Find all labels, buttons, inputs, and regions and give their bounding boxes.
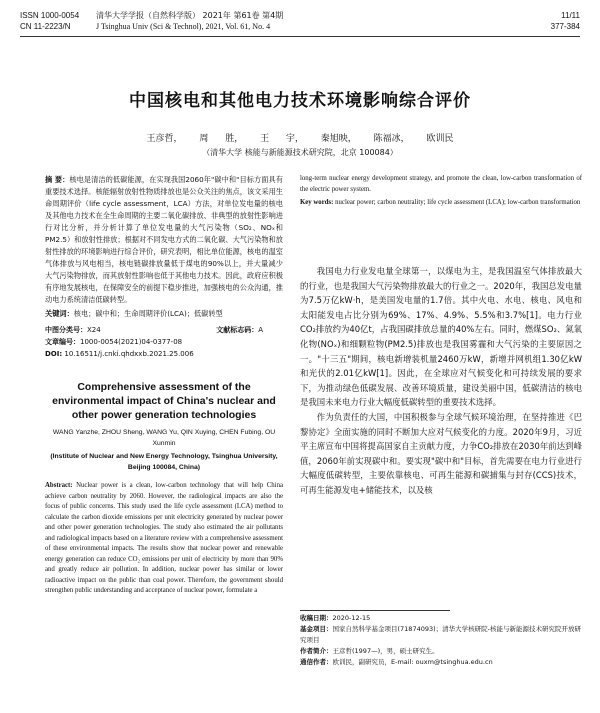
author-list: 王彦哲， 周 胜， 王 宇， 秦旭映， 陈福冰， 欧训民 [146,134,454,144]
classification-row [45,324,283,336]
paper-title: 中国核电和其他电力技术环境影响综合评价 [129,91,471,111]
english-title: Comprehensive assessment of the environmental impact of China's nuclear and other power generation technologies [52,381,276,421]
issn: ISSN 1000-0054 [20,11,80,20]
abstract-zh-label: 摘 要： [45,175,70,184]
abstract-en-text: Nuclear power is a clean, low-carbon technology that will help China achieve carbon neutrality by 2060. However, the radiological impacts are also the focus of public concerns. This study used the life cycle assessment (LCA) method to calculate the carbon dioxide emissions per unit electricity generated by nuclear power and other power generation technologies. The study also estimated the air pollutants and radiological impacts based on a literature review with a comprehensive assessment of these environmental impacts. The results show that nuclear power and renewable energy generation can reduce CO₂ emissions per unit of electricity by more than 90% and greatly reduce air pollution. In addition, nuclear power has similar or lower radioactive impact on the public than coal power. Therefore, the government should strengthen public understanding and acceptance of nuclear power, formulate a [45,482,283,594]
keywords-en [300,198,582,209]
keywords-zh-label: 关键词： [45,309,74,318]
body-paragraph-2: 作为负责任的大国，中国积极参与全球气候环境治理，在坚持推进《巴黎协定》全面实施的同时不断加大应对气候变化的力度。2020年9月，习近平主席宣布中国将提高国家自主贡献力度，力争CO₂排放在2030年前达到峰值，2060年前实现碳中和。要实现"碳中和"目标，首先需要在电力行业进行大幅度低碳转型，主要依靠核电、可再生能源和碳捕集与封存(CCS)技术，可再生能源发电+储能技术，以及核 [300,411,582,495]
footnotes [300,613,582,668]
author-bio: 作者简介：王彦哲(1997—)，男，硕士研究生。 [300,647,439,655]
cn-number: CN 11-2223/N [20,22,71,31]
abstract-en-label: Abstract: [45,482,73,489]
abstract-en [45,481,283,597]
page-numbers: 377-384 [550,22,580,31]
journal-citation [96,10,283,32]
header-rule [20,36,580,37]
keywords-zh [45,308,283,320]
abstract-zh [45,174,283,306]
footnote-rule [300,610,450,611]
corresponding-author: 通信作者：欧训民，副研究员，E-mail: ouxm@tsinghua.edu.cn [300,658,493,666]
fund-note: 基金项目：国家自然科学基金项目(71874093)；清华大学核研院-核能与新能源技术研究院开放研究项目 [300,625,582,644]
abstract-zh-text: 核电是清洁的低碳能源，在实现我国2060年"碳中和"目标方面具有重要技术选择。核能辐射放射性物质排放也是公众关注的焦点，该文采用生命周期评价（life cycle assessment，LCA）方法，对单位发电量的核电及其他电力技术在全生命周期的主要二氧化碳排放、非典型的放射性影响进行对比分析，并分析计算了单位发电量的大气污染物（SO₂、NOₓ和PM2.5）和放射性排放；根据对不同发电方式的二氧化碳、大气污染物和放射性排放的环境影响进行综合评价，研究表明，相比单位能源，核电的温室气体排放与风电相当，核电链碳排放量低于煤电的90%以上，并大量减少大气污染物排放，而其放射性影响也低于其他电力技术。因此，政府应积极有序地发展核电，在保障安全的前提下稳步推进，加强核电的公众沟通，推动电力系统清洁低碳转型。 [45,175,283,304]
received-date: 收稿日期：2020-12-15 [300,614,371,622]
right-column [300,174,582,209]
english-affiliation: (Institute of Nuclear and New Energy Technology, Tsinghua University, Beijing 100084, China) [50,453,278,471]
keywords-en-text: nuclear power; carbon neutrality; life cycle assessment (LCA); low-carbon transformation [335,199,581,206]
article-number: 文章编号：1000-0054(2021)04-0377-08 [45,338,183,346]
keywords-zh-text: 核电；碳中和；生命周期评价(LCA)；低碳转型 [73,309,223,318]
left-column [45,174,283,597]
body-paragraph-1: 我国电力行业发电量全球第一，以煤电为主，是我国温室气体排放最大的行业，也是我国大气污染物排放最大的行业之一。2020年，我国总发电量为7.5万亿kW·h，是美国发电量的1.7倍。其中火电、水电、核电、风电和太阳能发电占比分别为69%、17%、4.9%、5.5%和3.7%[1]。电力行业CO₂排放约为40亿t，占我国碳排放总量的40%左右。同时，燃煤SO₂、氮氧化物(NOₓ)和细颗粒物(PM2.5)排放也是我国雾霾和大气污染的主要原因之一。"十三五"期间，核电新增装机量2460万kW，新增并网机组1.30亿kW和光伏的2.01亿kW[1]。因此，在全球应对气候变化和可持续发展的要求下，为推动绿色低碳发展、改善环境质量，建设美丽中国，低碳清洁的核电是我国未来电力行业大幅度低碳转型的重要技术选择。 [300,266,582,408]
document-code: 文献标志码：A [216,326,263,334]
journal-name-en: J Tsinghua Univ (Sci & Technol), 2021, Vol. 61, No. 4 [96,22,271,31]
abstract-en-continued: long-term nuclear energy development strategy, and promote the clean, low-carbon transformation of the electric power system. [300,175,582,193]
keywords-en-label: Key words: [300,199,334,206]
journal-name-zh: 清华大学学报（自然科学版） 2021年 第61卷 第4期 [96,11,284,20]
doi: DOI: 10.16511/j.cnki.qhdxxb.2021.25.006 [45,350,194,358]
page-count: 11/11 [561,11,580,20]
clc: 中图分类号：X24 [45,326,101,334]
body-text [300,264,582,498]
journal-codes [20,10,79,32]
english-authors: WANG Yanzhe, ZHOU Sheng, WANG Yu, QIN Xuying, CHEN Fubing, OU Xunmin [52,429,276,447]
page-range [551,10,580,32]
affiliation: （清华大学 核能与新能源技术研究院，北京 100084） [202,148,398,157]
